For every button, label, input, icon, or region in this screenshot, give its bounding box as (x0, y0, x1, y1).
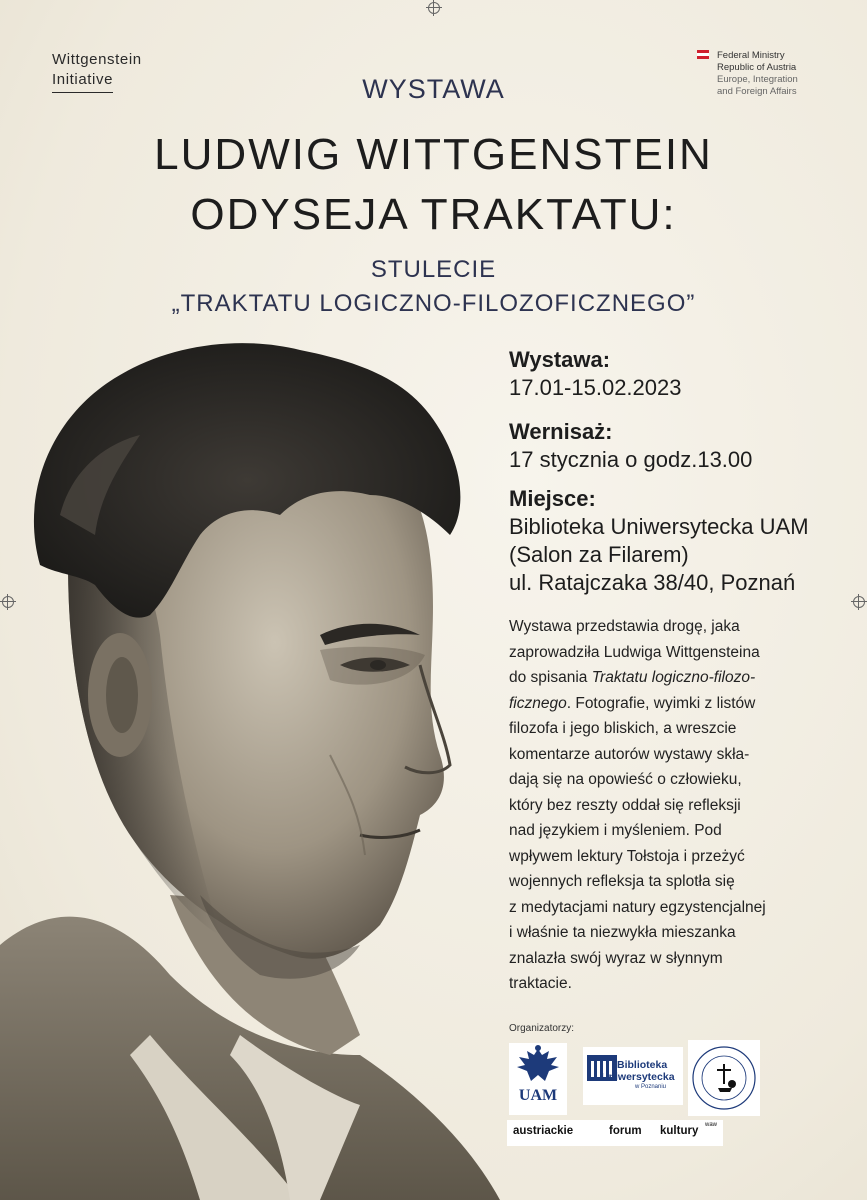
subtitle-line1: STULECIE (370, 256, 497, 283)
place-line3: ul. Ratajczaka 38/40, Poznań (509, 570, 796, 595)
initiative-line2: Initiative (52, 70, 113, 93)
description-line: wojennych refleksja ta splotła się (509, 873, 735, 890)
registration-mark-right (853, 596, 865, 608)
uam-logo (509, 1043, 567, 1115)
registration-mark-top (428, 2, 440, 14)
description-line: dają się na opowieść o człowieku, (509, 771, 742, 788)
bu-line3: w Poznaniu (635, 1084, 667, 1090)
vernissage-time: 17 stycznia o godz.13.00 (509, 447, 753, 472)
description-line: nad językiem i myśleniem. Pod (509, 822, 722, 839)
initiative-line1: Wittgenstein (52, 51, 142, 68)
austrian-culture-seal-logo (688, 1040, 760, 1116)
forum-sup: waw (705, 1122, 718, 1128)
ministry-line3: Europe, Integration (717, 74, 798, 85)
wittgenstein-portrait (0, 335, 510, 1200)
title-line2: ODYSEJA TRAKTATU: (190, 190, 677, 239)
seal-icon (688, 1040, 760, 1116)
exhibition-dates: 17.01-15.02.2023 (509, 375, 682, 400)
description-line: traktacie. (509, 975, 572, 992)
title-line1: LUDWIG WITTGENSTEIN (154, 130, 713, 179)
ministry-line4: and Foreign Affairs (717, 86, 797, 97)
forum-word1: austriackie (513, 1125, 574, 1137)
book-title: Traktatu logiczno-filozo- (591, 669, 756, 686)
place-line2: (Salon za Filarem) (509, 542, 689, 567)
exhibition-dates-block (509, 346, 682, 402)
exhibition-label: Wystawa: (509, 347, 611, 372)
ministry-line1: Federal Ministry (717, 50, 785, 61)
description-line: ficznego. Fotografie, wyimki z listów (509, 694, 756, 712)
vernissage-label: Wernisaż: (509, 419, 613, 444)
place-label: Miejsce: (509, 486, 596, 511)
austrian-flag-icon (697, 50, 709, 59)
eagle-icon (509, 1043, 567, 1087)
description (509, 614, 819, 997)
description-line: który bez reszty oddał się refleksji (509, 796, 741, 814)
description-line: komentarze autorów wystawy skła- (509, 745, 750, 763)
description-line: Wystawa przedstawia drogę, jaka (509, 618, 740, 635)
description-line: filozofa i jego bliskich, a wreszcie (509, 720, 737, 737)
description-line: wpływem lektury Tołstoja i przeżyć (509, 847, 745, 865)
organizers-label: Organizatorzy: (509, 1023, 575, 1034)
uam-text: UAM (518, 1087, 558, 1104)
place-block (509, 485, 809, 597)
forum-word2: forum (609, 1125, 642, 1137)
description-line: z medytacjami natury egzystencjalnej (509, 898, 766, 916)
description-line: i właśnie ta niezwykła mieszanka (509, 924, 736, 941)
description-line: zaprowadziła Ludwiga Wittgensteina (509, 643, 760, 661)
austriackie-forum-kultury-logo (507, 1120, 723, 1146)
vernissage-block (509, 418, 752, 474)
bu-line2: Uniwersytecka (601, 1071, 675, 1083)
book-title-cont: ficznego (509, 694, 567, 712)
ministry-line2: Republic of Austria (717, 62, 797, 73)
subtitle-line2: „TRAKTATU LOGICZNO-FILOZOFICZNEGO” (171, 290, 696, 317)
description-line: do spisania Traktatu logiczno-filozo- (509, 669, 756, 686)
biblioteka-uniwersytecka-logo (583, 1047, 683, 1105)
eyebrow: WYSTAWA (362, 74, 505, 104)
forum-word3: kultury (660, 1125, 699, 1137)
place-line1: Biblioteka Uniwersytecka UAM (509, 514, 809, 539)
description-line: znalazła swój wyraz w słynnym (509, 949, 723, 967)
bu-line1: Biblioteka (617, 1059, 668, 1071)
